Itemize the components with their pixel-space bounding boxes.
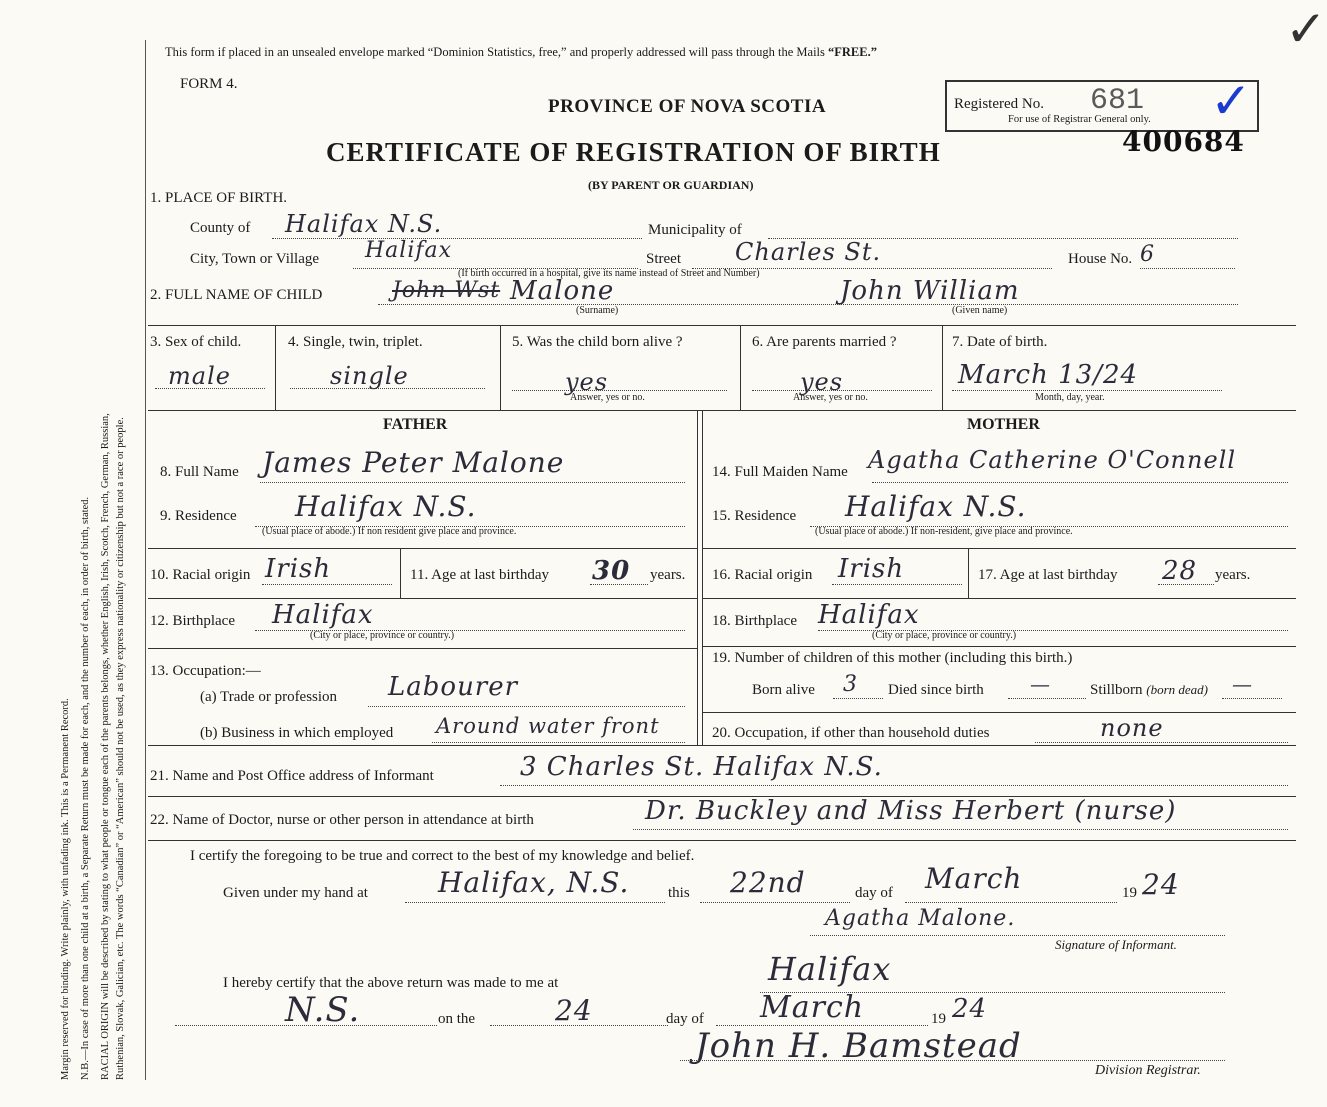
mother-race-value: Irish (838, 554, 905, 584)
father-age-label: 11. Age at last birthday (410, 567, 549, 583)
child-given-name: John William (840, 276, 1020, 306)
single-label: 4. Single, twin, triplet. (288, 334, 423, 350)
father-name-label: 8. Full Name (160, 464, 239, 480)
registrar-year-prefix: 19 (931, 1011, 946, 1027)
registrar-year-value: 24 (952, 994, 988, 1024)
mother-residence-label: 15. Residence (712, 508, 797, 524)
county-value: Halifax N.S. (285, 210, 443, 238)
parents-married-note: Answer, yes or no. (793, 392, 868, 403)
this-label: this (668, 885, 690, 901)
father-heading: FATHER (383, 416, 448, 433)
registered-number: 681 (1090, 84, 1145, 118)
father-age-value: 30 (592, 556, 631, 586)
father-residence-note: (Usual place of abode.) If non resident give place and province. (262, 526, 517, 537)
margin-note-racial-origin: RACIAL ORIGIN will be described by stating to what people or tongue each of the parents belongs, whether English, Irish, Scotch, French, German, Russian, (100, 413, 111, 1080)
page-subtitle: (BY PARENT OR GUARDIAN) (588, 178, 754, 192)
page-title: CERTIFICATE OF REGISTRATION OF BIRTH (326, 137, 941, 167)
parents-married-label: 6. Are parents married ? (752, 334, 897, 350)
given-name-note: (Given name) (952, 305, 1008, 316)
given-year-value: 24 (1142, 868, 1180, 901)
father-age-unit: years. (650, 567, 686, 583)
given-month-value: March (925, 862, 1023, 895)
dob-value: March 13/24 (958, 360, 1139, 390)
surname-note: (Surname) (576, 305, 619, 316)
sex-label: 3. Sex of child. (150, 334, 242, 350)
sex-value: male (168, 362, 231, 390)
mother-race-label: 16. Racial origin (712, 567, 813, 583)
dob-note: Month, day, year. (1035, 392, 1105, 403)
given-day-value: 22nd (730, 866, 806, 899)
city-label: City, Town or Village (190, 251, 320, 267)
child-name-label: 2. FULL NAME OF CHILD (150, 287, 323, 303)
registered-note: For use of Registrar General only. (1008, 114, 1151, 125)
stillborn-label: Stillborn (born dead) (1090, 682, 1209, 698)
dob-label: 7. Date of birth. (952, 334, 1048, 350)
trade-value: Labourer (388, 672, 519, 702)
mother-age-unit: years. (1215, 567, 1251, 583)
children-count-label: 19. Number of children of this mother (including this birth.) (712, 650, 1073, 666)
registrar-place-value: Halifax (768, 950, 892, 988)
mother-name-value: Agatha Catherine O'Connell (868, 446, 1237, 474)
informant-label: 21. Name and Post Office address of Informant (150, 768, 434, 784)
mother-age-label: 17. Age at last birthday (978, 567, 1118, 583)
born-alive-value: yes (565, 368, 609, 396)
registrar-signature-label: Division Registrar. (1095, 1063, 1201, 1078)
trade-label: (a) Trade or profession (200, 689, 338, 705)
year-prefix: 19 (1122, 885, 1137, 901)
mother-residence-note: (Usual place of abode.) If non-resident, give place and province. (815, 526, 1073, 537)
father-race-value: Irish (265, 554, 332, 584)
mother-name-label: 14. Full Maiden Name (712, 464, 848, 480)
province-heading: PROVINCE OF NOVA SCOTIA (548, 96, 827, 117)
informant-signature-label: Signature of Informant. (1055, 937, 1177, 952)
corner-checkmark-icon: ✓ (1285, 1, 1327, 57)
business-label: (b) Business in which employed (200, 725, 394, 741)
form-number: FORM 4. (180, 76, 238, 92)
on-the-label: on the (438, 1011, 476, 1027)
street-value: Charles St. (735, 238, 882, 266)
street-note: (If birth occurred in a hospital, give its name instead of Street and Number) (458, 268, 760, 279)
registrar-place2-value: N.S. (285, 990, 361, 1030)
occupation-label: 13. Occupation:— (150, 663, 261, 679)
father-residence-value: Halifax N.S. (295, 490, 477, 523)
binding-margin-rule (145, 40, 146, 1080)
father-birthplace-label: 12. Birthplace (150, 613, 235, 629)
postal-notice: This form if placed in an unsealed envelope marked “Dominion Statistics, free,” and properly addressed will pass through the Mails “FREE.” (165, 45, 877, 59)
county-label: County of (190, 220, 251, 236)
father-name-value: James Peter Malone (262, 446, 565, 479)
mother-occupation-value: none (1100, 714, 1164, 742)
single-value: single (330, 362, 409, 390)
born-alive-label: 5. Was the child born alive ? (512, 334, 683, 350)
stillborn-value: — (1232, 672, 1253, 696)
mother-birthplace-note: (City or place, province or country.) (872, 630, 1017, 641)
margin-note-multiple-births: N.B.—In case of more than one child at a birth, a Separate Return must be made for each, and the number of each, in order of birth, stated. (80, 496, 91, 1080)
informant-signature: Agatha Malone. (825, 906, 1016, 931)
registrar-day-of-label: day of (666, 1011, 704, 1027)
registrar-day-value: 24 (555, 994, 593, 1027)
father-race-label: 10. Racial origin (150, 567, 251, 583)
street-label: Street (646, 251, 681, 267)
registrar-signature: John H. Bamstead (695, 1026, 1022, 1066)
margin-note-binding: Margin reserved for binding. Write plainly, with unfading ink. This is a Permanent Record. (60, 698, 71, 1080)
house-label: House No. (1068, 251, 1133, 267)
father-birthplace-value: Halifax (272, 600, 374, 630)
margin-note-racial-origin-cont: Ruthenian, Slovak, Galician, etc. The words “Canadian” or “American” should not be used, as they express nationality or citizenship but not a race or people. (115, 417, 126, 1080)
city-value: Halifax (365, 238, 453, 263)
registration-stamp: 400684 (1122, 125, 1245, 158)
business-value: Around water front (436, 714, 660, 738)
registrar-month-value: March (760, 990, 865, 1025)
child-surname: Malone (510, 276, 615, 306)
born-alive-note: Answer, yes or no. (570, 392, 645, 403)
born-alive-count-value: 3 (843, 672, 858, 697)
day-of-label: day of (855, 885, 893, 901)
house-value: 6 (1140, 242, 1155, 267)
child-struck-name: John Wst (392, 278, 501, 303)
given-place-value: Halifax, N.S. (438, 866, 630, 899)
mother-age-value: 28 (1162, 556, 1198, 586)
certify-statement: I certify the foregoing to be true and correct to the best of my knowledge and belief. (190, 848, 695, 864)
died-since-birth-value: — (1030, 672, 1051, 696)
doctor-value: Dr. Buckley and Miss Herbert (nurse) (645, 796, 1177, 826)
mother-residence-value: Halifax N.S. (845, 490, 1027, 523)
mother-birthplace-label: 18. Birthplace (712, 613, 797, 629)
mother-birthplace-value: Halifax (818, 600, 920, 630)
died-since-birth-label: Died since birth (888, 682, 984, 698)
father-birthplace-note: (City or place, province or country.) (310, 630, 455, 641)
place-of-birth-heading: 1. PLACE OF BIRTH. (150, 190, 288, 206)
mother-heading: MOTHER (967, 416, 1040, 433)
doctor-label: 22. Name of Doctor, nurse or other person in attendance at birth (150, 812, 534, 828)
parents-married-value: yes (800, 368, 844, 396)
father-residence-label: 9. Residence (160, 508, 237, 524)
registered-label: Registered No. (954, 96, 1044, 112)
given-under-label: Given under my hand at (223, 885, 368, 901)
informant-value: 3 Charles St. Halifax N.S. (520, 752, 883, 782)
municipality-label: Municipality of (648, 222, 742, 238)
born-alive-count-label: Born alive (752, 682, 815, 698)
checkmark-icon: ✓ (1210, 73, 1252, 129)
registrar-statement: I hereby certify that the above return was made to me at (223, 975, 559, 991)
mother-occupation-label: 20. Occupation, if other than household duties (712, 725, 990, 741)
